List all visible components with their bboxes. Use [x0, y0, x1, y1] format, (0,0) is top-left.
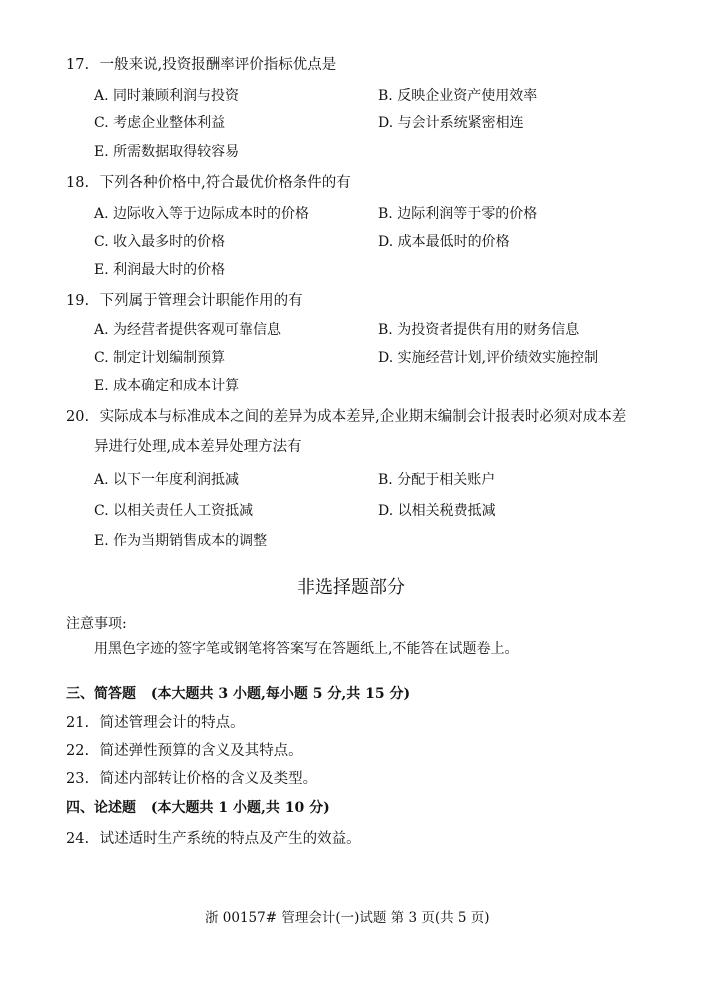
option-17-c: C. 考虑企业整体利益: [94, 115, 226, 131]
question-stem-line-2: 异进行处理,成本差异处理方法有: [94, 439, 302, 455]
part-note: (本大题共 3 小题,每小题 5 分,共 15 分): [150, 686, 411, 702]
option-18-b: B. 边际利润等于零的价格: [378, 206, 538, 222]
option-19-d: D. 实施经营计划,评价绩效实施控制: [378, 350, 599, 366]
part-heading: 四、论述题: [66, 800, 136, 816]
option-20-c: C. 以相关责任人工资抵减: [94, 503, 254, 519]
option-18-a: A. 边际收入等于边际成本时的价格: [94, 206, 310, 222]
question-stem: 下列各种价格中,符合最优价格条件的有: [99, 175, 351, 191]
question-20: [66, 405, 626, 426]
question-stem: 一般来说,投资报酬率评价指标优点是: [99, 57, 337, 73]
question-number: 18.: [66, 175, 90, 191]
option-18-e: E. 利润最大时的价格: [94, 262, 226, 278]
option-17-d: D. 与会计系统紧密相连: [378, 115, 524, 131]
question-number: 17.: [66, 57, 90, 73]
option-20-d: D. 以相关税费抵减: [378, 503, 496, 519]
question-number: 23.: [66, 771, 90, 787]
question-text: 简述管理会计的特点。: [99, 715, 245, 731]
option-20-b: B. 分配于相关账户: [378, 472, 496, 488]
question-21: [66, 711, 245, 732]
option-17-a: A. 同时兼顾利润与投资: [94, 88, 240, 104]
question-stem-line-1: 实际成本与标准成本之间的差异为成本差异,企业期末编制会计报表时必须对成本差: [99, 409, 627, 425]
option-20-a: A. 以下一年度利润抵减: [94, 472, 240, 488]
part-4-heading: [66, 797, 330, 817]
option-19-e: E. 成本确定和成本计算: [94, 378, 240, 394]
question-18: [66, 171, 351, 192]
notice-text: 用黑色字迹的签字笔或钢笔将答案写在答题纸上,不能答在试题卷上。: [94, 641, 519, 657]
section-title: 非选择题部分: [297, 577, 405, 598]
option-17-b: B. 反映企业资产使用效率: [378, 88, 538, 104]
option-19-c: C. 制定计划编制预算: [94, 350, 226, 366]
part-note: (本大题共 1 小题,共 10 分): [150, 800, 330, 816]
notice-label: 注意事项:: [66, 616, 127, 632]
question-24: [66, 827, 361, 848]
option-17-e: E. 所需数据取得较容易: [94, 144, 240, 160]
option-18-d: D. 成本最低时的价格: [378, 234, 510, 250]
question-text: 简述弹性预算的含义及其特点。: [99, 743, 303, 759]
question-22: [66, 739, 303, 760]
option-19-a: A. 为经营者提供客观可靠信息: [94, 322, 282, 338]
question-17: [66, 53, 336, 74]
page-footer: 浙 00157# 管理会计(一)试题 第 3 页(共 5 页): [205, 910, 490, 926]
question-text: 简述内部转让价格的含义及类型。: [99, 771, 318, 787]
question-stem: 下列属于管理会计职能作用的有: [99, 293, 303, 309]
question-19: [66, 289, 303, 310]
part-heading: 三、简答题: [66, 686, 136, 702]
option-18-c: C. 收入最多时的价格: [94, 234, 226, 250]
question-number: 21.: [66, 715, 90, 731]
question-number: 22.: [66, 743, 90, 759]
question-number: 19.: [66, 293, 90, 309]
question-number: 24.: [66, 831, 90, 847]
option-20-e: E. 作为当期销售成本的调整: [94, 533, 268, 549]
question-23: [66, 767, 317, 788]
question-text: 试述适时生产系统的特点及产生的效益。: [99, 831, 361, 847]
part-3-heading: [66, 683, 410, 703]
question-number: 20.: [66, 409, 90, 425]
option-19-b: B. 为投资者提供有用的财务信息: [378, 322, 580, 338]
